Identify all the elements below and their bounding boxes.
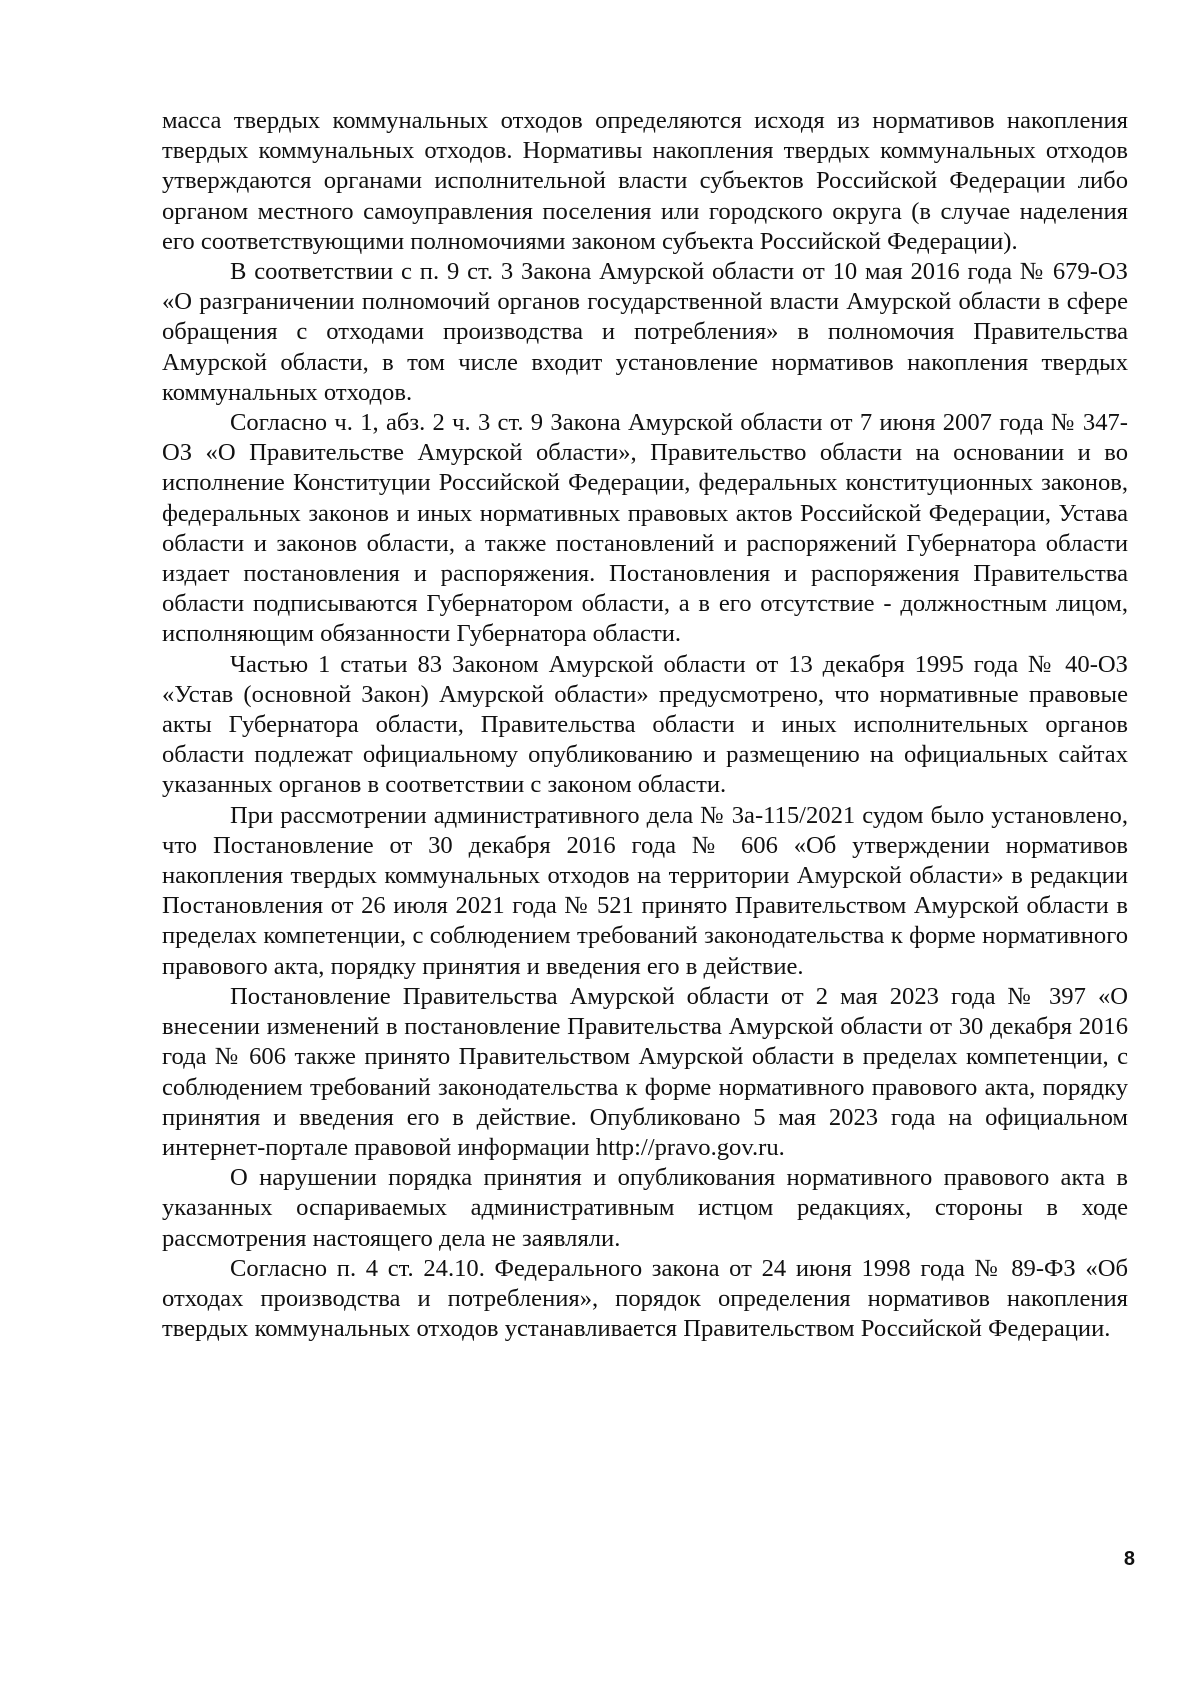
- paragraph-6: Постановление Правительства Амурской области от 2 мая 2023 года № 397 «О внесении изменений в постановление Правительства Амурской области от 30 декабря 2016 года № 606 также принято Правительством Амурской области в пределах компетенции, с соблюдением требований законодательства к форме нормативного правового акта, порядку принятия и введения его в действие. Опубликовано 5 мая 2023 года на официальном интернет-портале правовой информации http://pravo.gov.ru.: [162, 982, 1128, 1161]
- document-body: [162, 106, 1128, 1344]
- paragraph-3: Согласно ч. 1, абз. 2 ч. 3 ст. 9 Закона Амурской области от 7 июня 2007 года № 347-ОЗ «О Правительстве Амурской области», Правительство области на основании и во исполнение Конституции Российской Федерации, федеральных конституционных законов, федеральных законов и иных нормативных правовых актов Российской Федерации, Устава области и законов области, а также постановлений и распоряжений Губернатора области издает постановления и распоряжения. Постановления и распоряжения Правительства области подписываются Губернатором области, а в его отсутствие - должностным лицом, исполняющим обязанности Губернатора области.: [162, 409, 1128, 648]
- page-number: 8: [1123, 1548, 1135, 1570]
- paragraph-7: О нарушении порядка принятия и опубликования нормативного правового акта в указанных оспариваемых административным истцом редакциях, стороны в ходе рассмотрения настоящего дела не заявляли.: [162, 1164, 1128, 1252]
- paragraph-2: В соответствии с п. 9 ст. 3 Закона Амурской области от 10 мая 2016 года № 679-ОЗ «О разграничении полномочий органов государственной власти Амурской области в сфере обращения с отходами производства и потребления» в полномочия Правительства Амурской области, в том числе входит установление нормативов накопления твердых коммунальных отходов.: [162, 258, 1128, 406]
- paragraph-1: масса твердых коммунальных отходов определяются исходя из нормативов накопления твердых коммунальных отходов. Нормативы накопления твердых коммунальных отходов утверждаются органами исполнительной власти субъектов Российской Федерации либо органом местного самоуправления поселения или городского округа (в случае наделения его соответствующими полномочиями законом субъекта Российской Федерации).: [162, 107, 1128, 255]
- paragraph-8: Согласно п. 4 ст. 24.10. Федерального закона от 24 июня 1998 года № 89-ФЗ «Об отходах производства и потребления», порядок определения нормативов накопления твердых коммунальных отходов устанавливается Правительством Российской Федерации.: [162, 1254, 1128, 1343]
- paragraph-5: При рассмотрении административного дела № 3а-115/2021 судом было установлено, что Постановление от 30 декабря 2016 года № 606 «Об утверждении нормативов накопления твердых коммунальных отходов на территории Амурской области» в редакции Постановления от 26 июля 2021 года № 521 принято Правительством Амурской области в пределах компетенции, с соблюдением требований законодательства к форме нормативного правового акта, порядку принятия и введения его в действие.: [162, 801, 1128, 980]
- paragraph-4: Частью 1 статьи 83 Законом Амурской области от 13 декабря 1995 года № 40-ОЗ «Устав (основной Закон) Амурской области» предусмотрено, что нормативные правовые акты Губернатора области, Правительства области и иных исполнительных органов области подлежат официальному опубликованию и размещению на официальных сайтах указанных органов в соответствии с законом области.: [162, 650, 1128, 799]
